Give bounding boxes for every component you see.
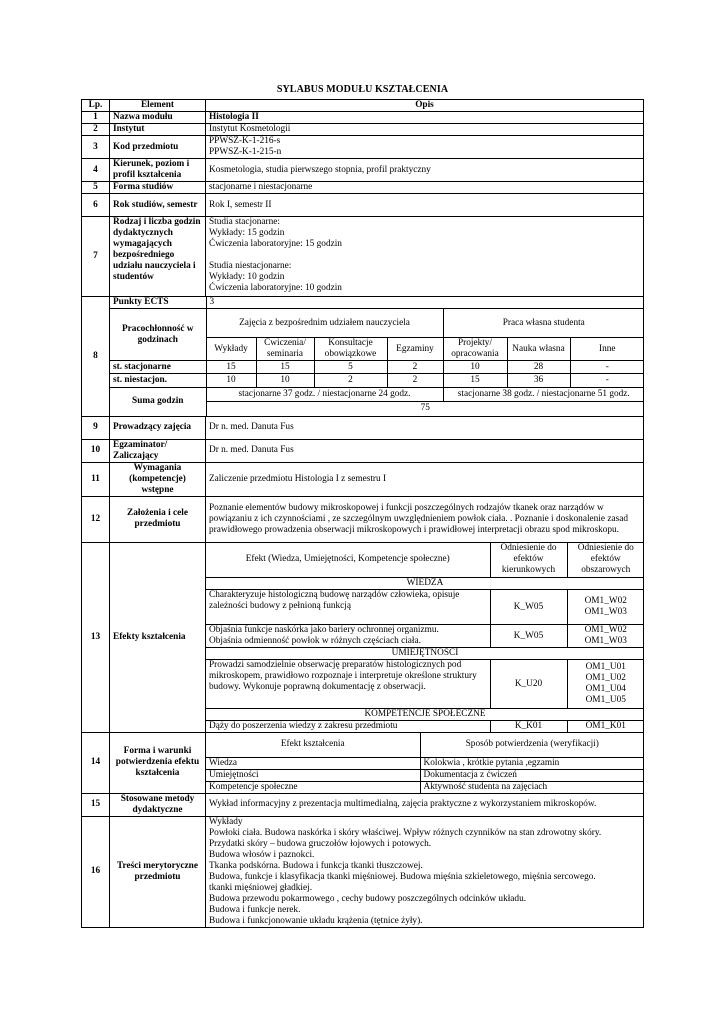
course-content — [206, 816, 644, 927]
outcome-col-header: Odniesienie do efektów obszarowych — [567, 543, 644, 578]
table-row — [82, 416, 644, 439]
teaching-hours — [206, 217, 644, 297]
table-row — [82, 297, 644, 417]
hours-line: Studia stacjonarne: — [209, 217, 280, 227]
hours-cell: 10 — [256, 374, 314, 388]
table-row — [82, 816, 644, 927]
prerequisites: Zaliczenie przedmiotu Histologia I z semestru I — [206, 462, 644, 496]
verification-effect: Wiedza — [206, 757, 420, 769]
content-line: Tkanka podskórna. Budowa i funkcja tkanki tłuszczowej. — [209, 860, 423, 871]
sum-total: 75 — [206, 402, 644, 416]
row-number: 15 — [82, 793, 110, 816]
row-number: 7 — [82, 217, 110, 297]
study-year: Rok I, semestr II — [206, 194, 644, 217]
table-row — [82, 194, 644, 217]
course-codes — [206, 136, 644, 159]
table-row — [82, 159, 644, 182]
row-element: Wymagania (kompetencje) wstępne — [110, 462, 206, 496]
col-header: Egzaminy — [387, 338, 443, 361]
row-element: Założenia i cele przedmiotu — [110, 496, 206, 542]
table-row — [82, 793, 644, 816]
niestac-label: st. niestacjon. — [110, 374, 206, 388]
content-line: Przydatki skóry – budowa gruczołów łojowych i potowych. — [209, 838, 432, 849]
header-element: Element — [110, 100, 206, 112]
examiner: Dr n. med. Danuta Fus — [206, 439, 644, 462]
row-number: 11 — [82, 462, 110, 496]
outcome-o-code: OM1_W02 — [584, 625, 627, 635]
hours-line: Wykłady: 15 godzin — [209, 228, 285, 238]
page-title: SYLABUS MODUŁU KSZTAŁCENIA — [276, 84, 449, 95]
row-number: 4 — [82, 159, 110, 182]
row-number: 3 — [82, 136, 110, 159]
content-line: Budowa przewodu pokarmowego , cechy budowy poszczególnych odcinków układu. — [209, 893, 527, 904]
outcome-text: Prowadzi samodzielnie obserwację preparatów histologicznych pod mikroskopem, prawidłowo rozpoznaje i interpretuje określone struktury budowy. Wykonuje poprawną dokumentację z obserwacji. — [206, 660, 490, 709]
row-element: Treści merytoryczne przedmiotu — [110, 816, 206, 927]
row-element: Prowadzący zajęcia — [110, 416, 206, 439]
verification — [206, 733, 644, 794]
table-row — [82, 542, 644, 733]
hours-cell: 28 — [507, 361, 570, 374]
study-form: stacjonarne i niestacjonarne — [206, 182, 644, 194]
hours-cell: - — [570, 361, 644, 374]
verification-method: Dokumentacja z ćwiczeń — [420, 769, 644, 781]
hours-cell: 15 — [443, 374, 507, 388]
hours-cell: 2 — [314, 374, 387, 388]
outcome-line: Objaśnia odmienność powłok w różnych częściach ciała. — [209, 636, 421, 646]
row-number: 10 — [82, 439, 110, 462]
outcome-k: K_W05 — [490, 590, 567, 625]
hours-cell: 5 — [314, 361, 387, 374]
verification-table — [206, 733, 644, 793]
hours-cell: 10 — [206, 374, 256, 388]
row-element: Forma studiów — [110, 182, 206, 194]
outcome-col-header: Efekt (Wiedza, Umiejętności, Kompetencje społeczne) — [206, 543, 490, 578]
table-row — [82, 112, 644, 124]
row-element: Kod przedmiotu — [110, 136, 206, 159]
hours-cell: 2 — [387, 374, 443, 388]
row-number: 16 — [82, 816, 110, 927]
row-number: 1 — [82, 112, 110, 124]
outcome-text: Charakteryzuje histologiczną budowę narządów człowieka, opisuje zależności budowy z pełnioną funkcją — [206, 590, 490, 625]
outcome-line: Objaśnia funkcje naskórka jako bariery ochronnej organizmu. — [209, 625, 439, 635]
verification-col-header: Sposób potwierdzenia (weryfikacji) — [420, 733, 644, 757]
row-number: 13 — [82, 542, 110, 733]
col-header: Wykłady — [206, 338, 256, 361]
col-header: Konsultacje obowiązkowe — [314, 338, 387, 361]
verification-effect: Kompetencje społeczne — [206, 781, 420, 793]
verification-method: Kolokwia , krótkie pytania ,egzamin — [420, 757, 644, 769]
field-of-study: Kosmetologia, studia pierwszego stopnia, profil praktyczny — [206, 159, 644, 182]
row-number: 8 — [82, 297, 110, 417]
section-umiejetnosci: UMIEJĘTNOŚCI — [206, 648, 644, 660]
col-header: Ćwiczenia/ seminaria — [256, 338, 314, 361]
workload-label: Pracochłonność w godzinach — [110, 309, 206, 361]
outcome-o — [567, 660, 644, 709]
workload-section — [110, 297, 644, 417]
sum-label: Suma godzin — [110, 388, 206, 416]
self-study-group: Praca własna studenta — [443, 309, 644, 338]
outcome-k: K_W05 — [490, 625, 567, 648]
row-number: 5 — [82, 182, 110, 194]
content-line: Wykłady — [209, 816, 243, 827]
table-row — [82, 136, 644, 159]
verification-effect: Umiejętności — [206, 769, 420, 781]
content-line: Budowa i funkcjonowanie układu krążenia (tętnice żyły). — [209, 915, 423, 926]
table-row — [82, 462, 644, 496]
table-row — [82, 733, 644, 794]
syllabus-table — [81, 99, 644, 928]
learning-outcomes — [206, 542, 644, 733]
row-element: Stosowane metody dydaktyczne — [110, 793, 206, 816]
hours-cell: 15 — [256, 361, 314, 374]
table-row — [82, 496, 644, 542]
hours-line: Ćwiczenia laboratoryjne: 10 godzin — [209, 283, 342, 293]
hours-spacer — [209, 250, 640, 261]
ects-value: 3 — [206, 297, 644, 309]
content-line: Budowa włosów i paznokci. — [209, 849, 315, 860]
verification-col-header: Efekt kształcenia — [206, 733, 420, 757]
col-header: Projekty/ opracowania — [443, 338, 507, 361]
ects-label: Punkty ECTS — [110, 297, 206, 309]
row-element: Kierunek, poziom i profil kształcenia — [110, 159, 206, 182]
contact-hours-group: Zajęcia z bezpośrednim udziałem nauczyciela — [206, 309, 443, 338]
outcomes-table — [206, 543, 644, 733]
col-header: Nauka własna — [507, 338, 570, 361]
outcome-o-code: OM1_U01 — [585, 662, 626, 672]
module-name: Histologia II — [206, 112, 644, 124]
content-line: tkanki mięśniowej gładkiej. — [209, 882, 313, 893]
content-line: Budowa, funkcje i klasyfikacja tkanki mięśniowej. Budowa mięśnia szkieletowego, mięśnia sercowego. — [209, 871, 596, 882]
hours-line: Ćwiczenia laboratoryjne: 15 godzin — [209, 239, 342, 249]
table-row — [82, 217, 644, 297]
outcome-o-code: OM1_U05 — [585, 695, 626, 705]
row-number: 12 — [82, 496, 110, 542]
hours-line: Wykłady: 10 godzin — [209, 272, 285, 282]
workload-table — [110, 297, 644, 416]
outcome-o: OM1_K01 — [567, 721, 644, 733]
course-code: PPWSZ-K-1-216-s — [209, 136, 281, 146]
row-number: 6 — [82, 194, 110, 217]
content-line: Powłoki ciała. Budowa naskórka i skóry właściwej. Wpływ różnych czynników na stan zdrowotny skóry. — [209, 827, 602, 838]
header-lp: Lp. — [82, 100, 110, 112]
outcome-o-code: OM1_U02 — [585, 673, 626, 683]
course-goals: Poznanie elementów budowy mikroskopowej i funkcji poszczególnych rodzajów tkanek oraz narządów w powiązaniu z ich czynnościami , ze szczególnym uwzględnieniem powłok ciała. . Poznanie i doskonalenie zasad prawidłowego prowadzenia obserwacji mikroskopowych i prawidłowej interpretacji obrazu spod mikroskopu. — [206, 496, 644, 542]
table-row — [82, 124, 644, 136]
outcome-o-code: OM1_W03 — [584, 607, 627, 617]
outcome-o — [567, 590, 644, 625]
row-element: Instytut — [110, 124, 206, 136]
outcome-text — [206, 625, 490, 648]
table-row — [82, 182, 644, 194]
course-code: PPWSZ-K-1-215-n — [209, 147, 282, 157]
teaching-methods: Wykład informacyjny z prezentacja multimedialną, zajęcia praktyczne z wykorzystaniem mikroskopów. — [206, 793, 644, 816]
row-number: 2 — [82, 124, 110, 136]
hours-cell: 36 — [507, 374, 570, 388]
hours-line: Studia niestacjonarne: — [209, 261, 292, 271]
table-header — [82, 100, 644, 112]
row-element: Rodzaj i liczba godzin dydaktycznych wymagających bezpośredniego udziału nauczyciela i studentów — [110, 217, 206, 297]
hours-cell: 15 — [206, 361, 256, 374]
verification-method: Aktywność studenta na zajęciach — [420, 781, 644, 793]
outcome-k: K_U20 — [490, 660, 567, 709]
section-wiedza: WIEDZA — [206, 578, 644, 590]
hours-cell: 2 — [387, 361, 443, 374]
row-element: Efekty kształcenia — [110, 542, 206, 733]
header-opis: Opis — [206, 100, 644, 112]
row-number: 9 — [82, 416, 110, 439]
hours-cell: 10 — [443, 361, 507, 374]
outcome-o-code: OM1_W03 — [584, 636, 627, 646]
outcome-col-header: Odniesienie do efektów kierunkowych — [490, 543, 567, 578]
row-number: 14 — [82, 733, 110, 794]
col-header: Inne — [570, 338, 644, 361]
row-element: Forma i warunki potwierdzenia efektu kształcenia — [110, 733, 206, 794]
content-line: Budowa i funkcje nerek. — [209, 904, 301, 915]
outcome-text: Dąży do poszerzenia wiedzy z zakresu przedmiotu — [206, 721, 490, 733]
institute: Instytut Kosmetologii — [206, 124, 644, 136]
row-element: Nazwa modułu — [110, 112, 206, 124]
outcome-o-code: OM1_U04 — [585, 684, 626, 694]
stac-label: st. stacjonarne — [110, 361, 206, 374]
outcome-o — [567, 625, 644, 648]
section-kompetencje: KOMPETENCJE SPOŁECZNE — [206, 709, 644, 721]
outcome-k: K_K01 — [490, 721, 567, 733]
outcome-o-code: OM1_W02 — [584, 596, 627, 606]
row-element: Rok studiów, semestr — [110, 194, 206, 217]
row-element: Egzaminator/ Zaliczający — [110, 439, 206, 462]
sum-contact: stacjonarne 37 godz. / niestacjonarne 24 godz. — [206, 388, 443, 402]
hours-cell: - — [570, 374, 644, 388]
sum-self: stacjonarne 38 godz. / niestacjonarne 51 godz. — [443, 388, 644, 402]
lecturer: Dr n. med. Danuta Fus — [206, 416, 644, 439]
table-row — [82, 439, 644, 462]
